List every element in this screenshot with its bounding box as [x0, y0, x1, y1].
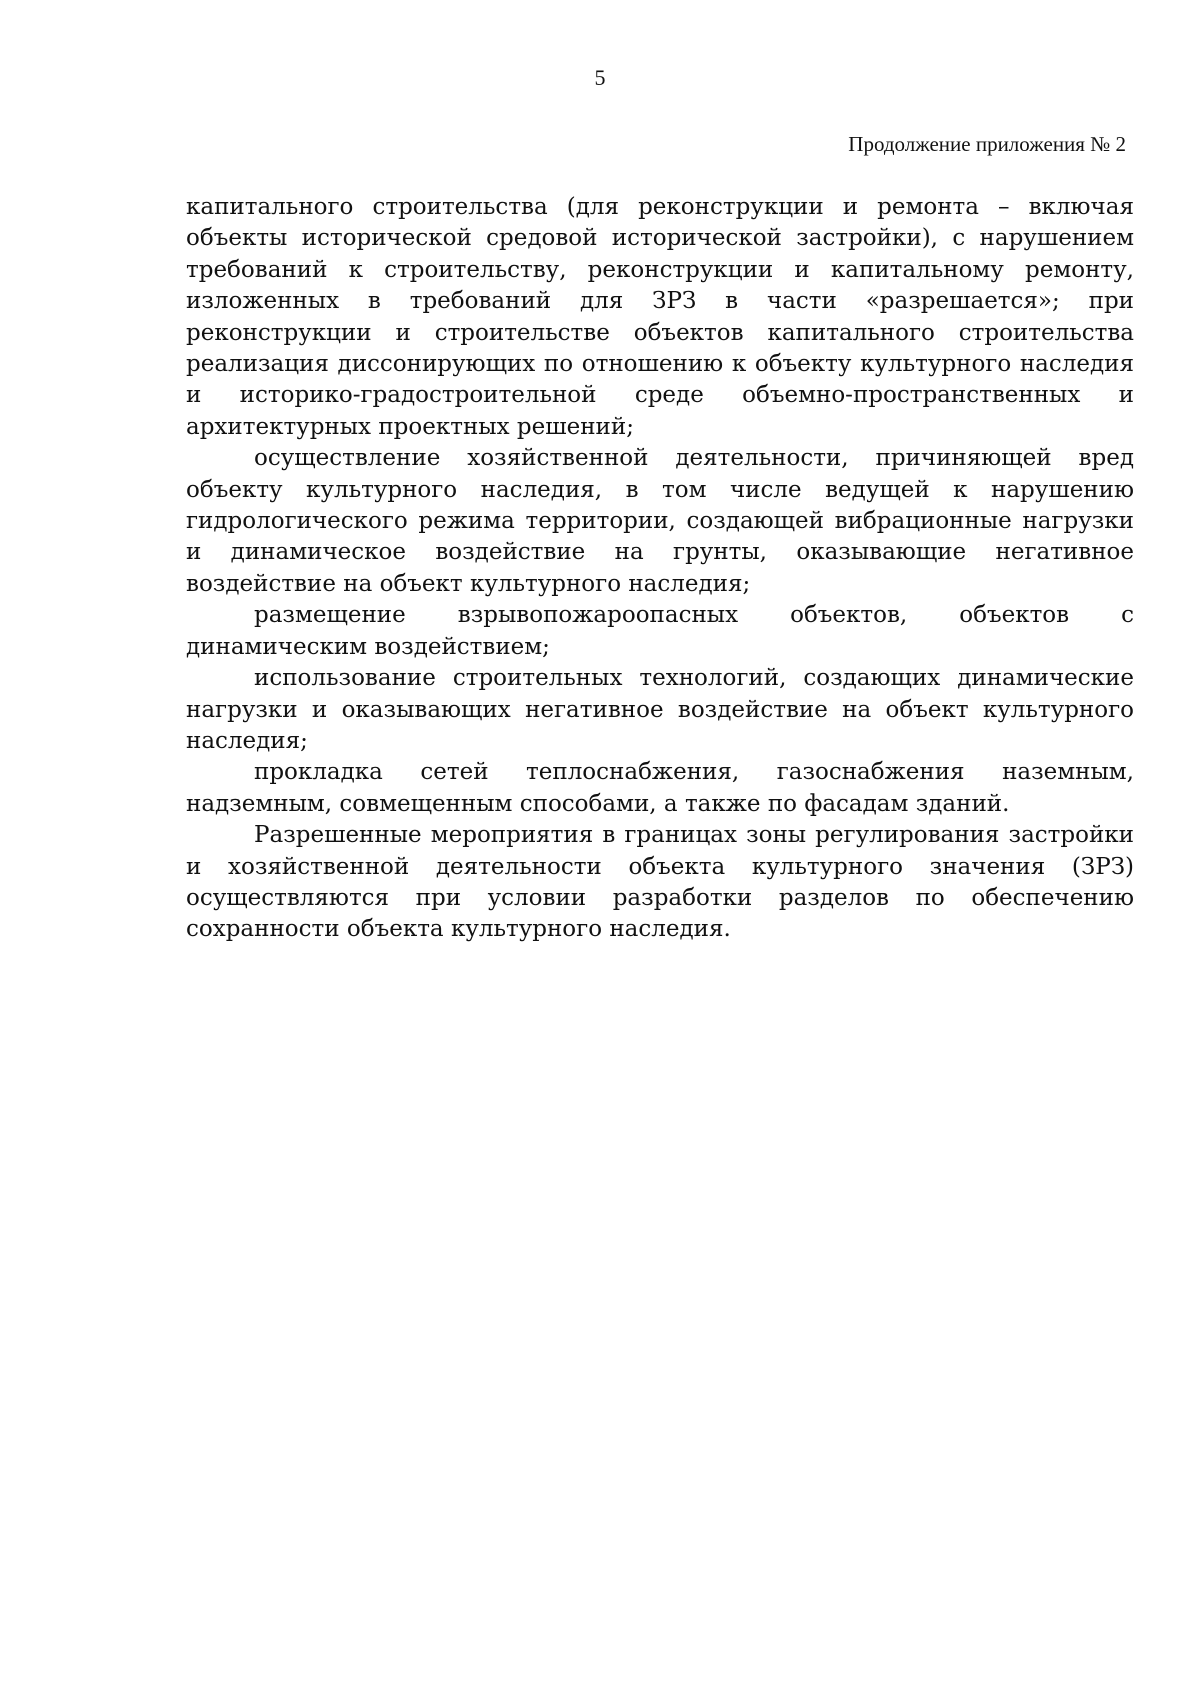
page-number: 5 — [594, 65, 606, 90]
paragraph: размещение взрывопожароопасных объектов, объектов с динамическим воздействием; — [186, 602, 1134, 660]
paragraph: прокладка сетей теплоснабжения, газоснабжения наземным, надземным, совмещенным способами, а также по фасадам зданий. — [186, 759, 1134, 817]
paragraph: использование строительных технологий, создающих динамические нагрузки и оказывающих негативное воздействие на объект культурного наследия; — [186, 665, 1134, 754]
paragraph: Разрешенные мероприятия в границах зоны регулирования застройки и хозяйственной деятельности объекта культурного значения (ЗРЗ) осуществляются при условии разработки разделов по обеспечению сохранности объекта культурного наследия. — [186, 822, 1134, 943]
paragraph: капитального строительства (для реконструкции и ремонта – включая объекты исторической средовой исторической застройки), с нарушением требований к строительству, реконструкции и капитальному ремонту, изложенных в требований для ЗРЗ в части «разрешается»; при реконструкции и строительстве объектов капитального строительства реализация диссонирующих по отношению к объекту культурного наследия и историко-градостроительной среде объемно-пространственных и архитектурных проектных решений; — [186, 194, 1134, 440]
document-body — [186, 192, 1134, 946]
appendix-continuation-label: Продолжение приложения № 2 — [848, 132, 1126, 156]
paragraph: осуществление хозяйственной деятельности, причиняющей вред объекту культурного наследия, в том числе ведущей к нарушению гидрологического режима территории, создающей вибрационные нагрузки и динамическое воздействие на грунты, оказывающие негативное воздействие на объект культурного наследия; — [186, 445, 1134, 597]
